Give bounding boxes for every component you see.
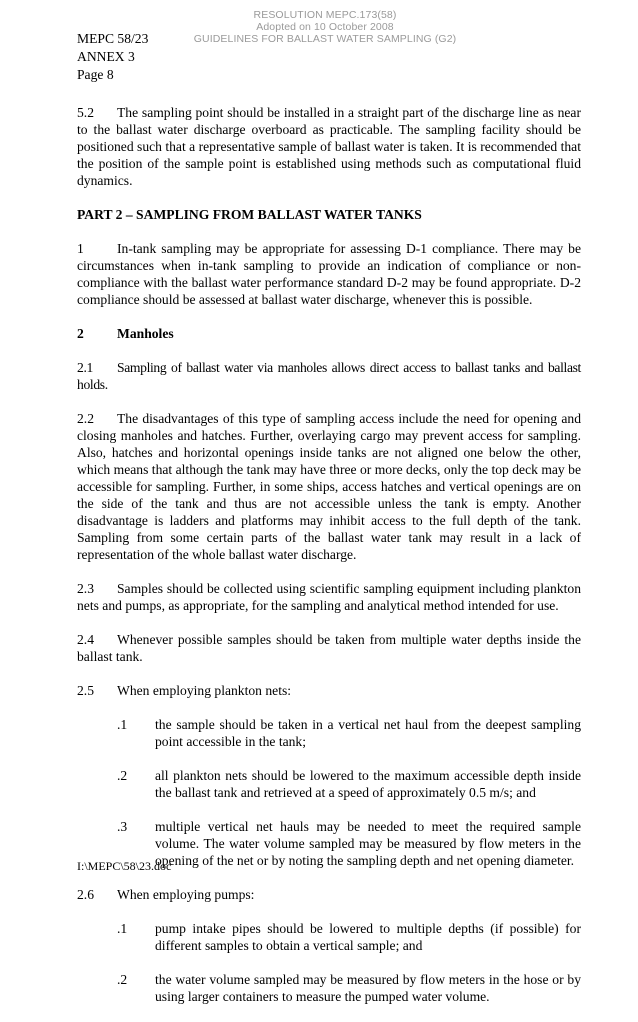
paragraph-5-2 [77,104,581,189]
list-item [117,716,581,750]
section-title: Manholes [117,326,174,341]
resolution-watermark [180,9,470,45]
paragraph-number: 2.5 [77,683,94,698]
document-reference: MEPC 58/23 [77,31,149,46]
list-item [117,767,581,801]
list-item-number: .1 [117,921,128,936]
list-item-text: the water volume sampled may be measured by flow meters in the hose or by using larger containers to measure the pumped water volume. [155,972,581,1004]
part-2-heading: PART 2 – SAMPLING FROM BALLAST WATER TANKS [77,207,422,222]
paragraph-text: Sampling of ballast water via manholes allows direct access to ballast tanks and ballast holds. [77,360,581,392]
paragraph-number: 2.4 [77,632,94,647]
list-item-number: .2 [117,972,128,987]
paragraph-2-3 [77,580,581,614]
paragraph-text: The sampling point should be installed in a straight part of the discharge line as near to the ballast water discharge overboard as practicable. The sampling facility should be positioned such that a representative sample of ballast water is taken. It is recommended that the position of the sample point is established using methods such as computational fluid dynamics. [77,105,581,188]
page-header [77,30,148,84]
list-item [117,818,581,869]
paragraph-text: When employing pumps: [117,887,255,902]
section-2-heading [77,325,581,342]
paragraph-number: 2.1 [77,360,93,375]
paragraph-text: Whenever possible samples should be taken from multiple water depths inside the ballast tank. [77,632,581,664]
paragraph-2-6 [77,886,581,903]
paragraph-text: The disadvantages of this type of sampling access include the need for opening and closing manholes and hatches. Further, overlaying cargo may prevent access for sampling. Also, hatches and horizontal openings inside tanks are not aligned one below the other, which means that although the tank may have three or more decks, only the top deck may be accessible for sampling. Further, in some ships, access hatches and vertical openings are on the side of the tank and thus are not accessible unless the tank is empty. Another disadvantage is ladders and platforms may inhibit access to the full depth of the tank. Sampling from some certain parts of the ballast water tank may result in a lack of representation of the whole ballast water discharge. [77,411,581,562]
paragraph-2-4 [77,631,581,665]
annex-label: ANNEX 3 [77,49,135,64]
paragraph-1 [77,240,581,308]
list-item [117,920,581,954]
paragraph-number: 2.2 [77,411,94,426]
paragraph-2-5 [77,682,581,699]
list-item-text: multiple vertical net hauls may be needed to meet the required sample volume. The water volume sampled may be measured by flow meters in the opening of the net or by noting the sampling depth and net opening diameter. [155,819,581,868]
footer-file-path: I:\MEPC\58\23.doc [77,859,172,873]
paragraph-number: 2.3 [77,581,94,596]
list-item-text: all plankton nets should be lowered to the maximum accessible depth inside the ballast tank and retrieved at a speed of approximately 0.5 m/s; and [155,768,581,800]
document-body [77,104,581,1022]
paragraph-number: 2.6 [77,887,94,902]
list-item [117,971,581,1005]
section-number: 2 [77,326,84,341]
watermark-line-1: RESOLUTION MEPC.173(58) [253,9,397,21]
paragraph-number: 5.2 [77,105,94,120]
paragraph-text: Samples should be collected using scientific sampling equipment including plankton nets and pumps, as appropriate, for the sampling and analytical method intended for use. [77,581,581,613]
paragraph-text: When employing plankton nets: [117,683,292,698]
list-item-text: the sample should be taken in a vertical net haul from the deepest sampling point accessible in the tank; [155,717,581,749]
paragraph-number: 1 [77,241,84,256]
list-item-number: .2 [117,768,128,783]
watermark-line-3: GUIDELINES FOR BALLAST WATER SAMPLING (G2) [193,33,457,45]
watermark-line-2: Adopted on 10 October 2008 [256,21,394,33]
page-number: Page 8 [77,67,114,82]
list-item-text: pump intake pipes should be lowered to multiple depths (if possible) for different samples to obtain a vertical sample; and [155,921,581,953]
paragraph-2-2 [77,410,581,563]
paragraph-text: In-tank sampling may be appropriate for assessing D-1 compliance. There may be circumstances when in-tank sampling to provide an indication of compliance or non-compliance with the ballast water performance standard D-2 may be found appropriate. D-2 compliance should be assessed at ballast water discharge, whenever this is possible. [77,241,581,307]
list-item-number: .3 [117,819,128,834]
list-item-number: .1 [117,717,128,732]
paragraph-2-1 [77,359,581,393]
